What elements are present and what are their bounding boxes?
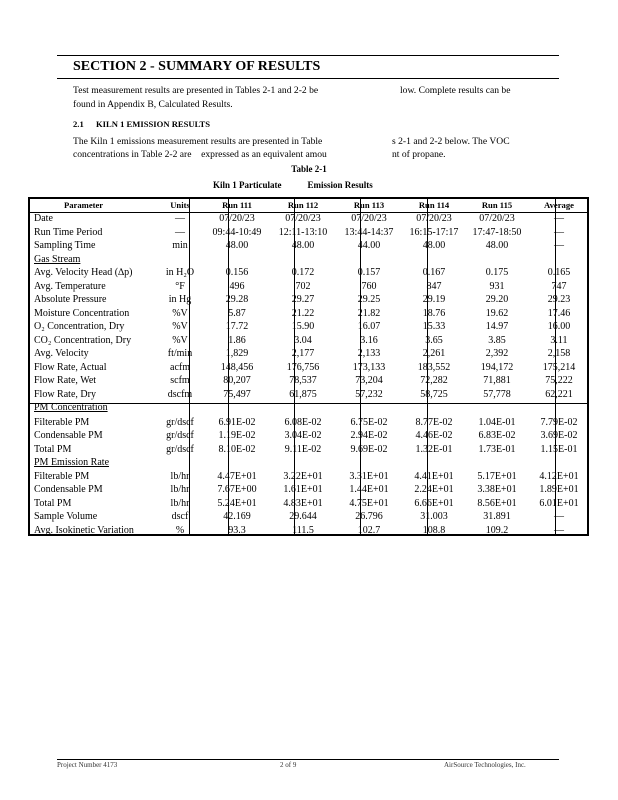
results-table [28, 197, 589, 536]
cell-parameter: Flow Rate, Wet [34, 375, 97, 386]
cell-run-114: 3.65 [425, 334, 443, 346]
footer-rule [57, 759, 559, 760]
header-parameter: Parameter [64, 200, 104, 210]
cell-run-114: 29.19 [422, 294, 446, 305]
cell-units: %V [172, 307, 188, 319]
cell-run-113: 4.75E+01 [349, 497, 389, 509]
section-title: SECTION 2 - SUMMARY OF RESULTS [73, 59, 321, 74]
cell-run-113: 73,204 [355, 375, 383, 386]
table-caption [213, 180, 373, 190]
cell-units: gr/dscf [166, 416, 194, 428]
header-average: Average [544, 200, 574, 210]
cell-units: lb/hr [170, 470, 190, 482]
table-row [30, 347, 587, 361]
cell-units: in H₂O [165, 267, 195, 278]
cell-run-111: 75,497 [223, 388, 251, 400]
table-row [30, 226, 587, 240]
table-row [30, 320, 587, 334]
cell-average: 62,221 [545, 388, 573, 400]
table-number: Table 2-1 [291, 164, 327, 174]
cell-run-114: 16:15-17:17 [409, 226, 459, 238]
cell-run-112: 78,537 [289, 375, 317, 386]
cell-parameter: Total PM [34, 497, 72, 509]
table-section-heading [30, 456, 587, 470]
cell-run-113: 1.44E+01 [349, 484, 389, 495]
cell-run-112: 702 [295, 280, 311, 292]
table-row [30, 388, 587, 402]
footer-company: AirSource Technologies, Inc. [444, 761, 526, 769]
cell-parameter: Date [34, 213, 53, 224]
cell-run-114: 48.00 [422, 240, 446, 251]
cell-run-114: 4.46E-02 [415, 430, 453, 441]
cell-run-111: 1.19E-02 [218, 430, 256, 441]
kiln-text-b: s 2-1 and 2-2 below. The VOC [392, 136, 510, 147]
cell-units: dscfm [167, 388, 193, 400]
table-row [30, 443, 587, 457]
cell-run-114: 108.8 [422, 524, 446, 536]
cell-run-115: 14.97 [485, 321, 509, 332]
cell-average: 17.46 [547, 307, 571, 319]
cell-units: gr/dscf [166, 430, 194, 441]
table-row [30, 429, 587, 443]
top-rule [57, 55, 559, 56]
cell-units: %V [172, 334, 188, 346]
cell-run-111: 1,829 [225, 348, 249, 359]
cell-parameter: Condensable PM [34, 430, 103, 441]
cell-parameter: Gas Stream [34, 253, 81, 265]
cell-run-115: 48.00 [485, 240, 509, 251]
header-units: Units [170, 200, 190, 210]
cell-run-115: 57,778 [483, 388, 511, 400]
title-rule [57, 78, 559, 79]
cell-parameter: Avg. Velocity [34, 348, 89, 359]
cell-units: acfm [170, 361, 190, 373]
table-row [30, 293, 587, 307]
cell-run-114: 4.41E+01 [414, 470, 454, 482]
cell-average: — [554, 524, 564, 536]
cell-run-111: 5.87 [228, 307, 246, 319]
cell-run-114: 07/20/23 [416, 213, 452, 224]
cell-run-115: 5.17E+01 [477, 470, 517, 482]
cell-units: scfm [170, 375, 190, 386]
kiln-text-d: nt of propane. [392, 149, 446, 160]
cell-units: lb/hr [170, 497, 190, 509]
cell-run-115: 31.891 [483, 511, 511, 522]
cell-run-111: 5.24E+01 [217, 497, 257, 509]
table-row [30, 470, 587, 484]
table-row [30, 416, 587, 430]
cell-average: 29.23 [547, 294, 571, 305]
cell-run-112: 3.04E-02 [284, 430, 322, 441]
kiln-line-2 [73, 149, 446, 160]
cell-run-111: 6.91E-02 [218, 416, 256, 428]
intro-text-b: low. Complete results can be [400, 85, 511, 96]
cell-parameter: Flow Rate, Actual [34, 361, 107, 373]
cell-average: 3.69E-02 [540, 430, 578, 441]
cell-parameter: CO₂ Concentration, Dry [34, 334, 132, 346]
cell-run-113: 9.69E-02 [350, 443, 388, 455]
table-row [30, 510, 587, 524]
cell-run-115: 3.38E+01 [477, 484, 517, 495]
cell-run-112: 176,756 [286, 361, 320, 373]
cell-run-114: 6.66E+01 [414, 497, 454, 509]
cell-parameter: Filterable PM [34, 416, 90, 428]
cell-average: — [554, 213, 564, 224]
cell-run-114: 2,261 [422, 348, 446, 359]
cell-run-112: 15.90 [291, 321, 315, 332]
cell-average: 7.79E-02 [540, 416, 578, 428]
intro-line-2: found in Appendix B, Calculated Results. [73, 99, 233, 110]
cell-run-112: 4.83E+01 [283, 497, 323, 509]
cell-parameter: O₂ Concentration, Dry [34, 321, 125, 332]
cell-parameter: Moisture Concentration [34, 307, 130, 319]
subsection-number: 2.1 [73, 119, 84, 129]
cell-run-113: 6.75E-02 [350, 416, 388, 428]
cell-run-113: 2.94E-02 [350, 430, 388, 441]
cell-run-111: 48.00 [225, 240, 249, 251]
cell-run-115: 17:47-18:50 [472, 226, 522, 238]
cell-units: gr/dscf [166, 443, 194, 455]
footer-project: Project Number 4173 [57, 761, 118, 769]
cell-run-114: 2.24E+01 [414, 484, 454, 495]
cell-run-112: 61,875 [289, 388, 317, 400]
cell-parameter: PM Concentration [34, 402, 108, 413]
table-section-heading [30, 401, 587, 415]
cell-run-114: 58,725 [420, 388, 448, 400]
header-run-114: Run 114 [418, 200, 450, 210]
cell-units: lb/hr [170, 484, 190, 495]
cell-average: — [554, 511, 564, 522]
cell-run-112: 111.5 [292, 524, 314, 536]
cell-run-113: 173,133 [352, 361, 386, 373]
cell-run-112: 9.11E-02 [284, 443, 322, 455]
cell-run-112: 6.08E-02 [284, 416, 322, 428]
header-run-111: Run 111 [222, 200, 252, 210]
cell-units: % [175, 524, 185, 536]
cell-run-113: 21.82 [357, 307, 381, 319]
cell-run-111: 148,456 [220, 361, 254, 373]
cell-run-115: 3.85 [488, 334, 506, 346]
cell-average: 0.165 [547, 267, 571, 278]
cell-average: — [554, 240, 564, 251]
cell-average: 1.15E-01 [540, 443, 578, 455]
cell-parameter: Sampling Time [34, 240, 96, 251]
cell-parameter: Flow Rate, Dry [34, 388, 96, 400]
table-row [30, 374, 587, 388]
cell-run-114: 0.167 [422, 267, 446, 278]
table-row [30, 307, 587, 321]
table-row [30, 266, 587, 280]
cell-run-112: 0.172 [291, 267, 315, 278]
kiln-line-1 [73, 136, 510, 147]
table-row [30, 239, 587, 253]
cell-run-112: 48.00 [291, 240, 315, 251]
cell-run-111: 0.156 [225, 267, 249, 278]
cell-run-111: 4.47E+01 [217, 470, 257, 482]
table-row [30, 497, 587, 511]
kiln-text-c: concentrations in Table 2-2 are expressed as an equivalent amou [73, 149, 327, 160]
table-row [30, 334, 587, 348]
cell-run-113: 26.796 [355, 511, 383, 522]
cell-average: 747 [551, 280, 567, 292]
cell-run-114: 72,282 [420, 375, 448, 386]
cell-average: 4.12E+01 [539, 470, 579, 482]
cell-run-111: 07/20/23 [219, 213, 255, 224]
cell-run-115: 931 [489, 280, 505, 292]
cell-run-114: 31.003 [420, 511, 448, 522]
cell-run-115: 29.20 [485, 294, 509, 305]
cell-average: 6.01E+01 [539, 497, 579, 509]
cell-run-112: 21.22 [291, 307, 315, 319]
cell-run-115: 1.73E-01 [478, 443, 516, 455]
cell-run-112: 2,177 [291, 348, 315, 359]
cell-parameter: Avg. Velocity Head (∆p) [34, 267, 133, 278]
cell-average: 1.89E+01 [539, 484, 579, 495]
cell-average: 2,158 [547, 348, 571, 359]
cell-parameter: Total PM [34, 443, 72, 455]
intro-line-1 [73, 85, 511, 96]
cell-units: — [175, 226, 185, 238]
cell-parameter: Filterable PM [34, 470, 90, 482]
table-caption-a: Kiln 1 Particulate [213, 180, 282, 190]
cell-run-113: 102.7 [357, 524, 381, 536]
cell-parameter: Avg. Temperature [34, 280, 106, 292]
cell-units: dscf [171, 511, 189, 522]
table-section-heading [30, 253, 587, 267]
cell-run-115: 19.62 [485, 307, 509, 319]
cell-run-111: 09:44-10:49 [212, 226, 262, 238]
cell-run-114: 847 [426, 280, 442, 292]
cell-units: ft/min [167, 348, 193, 359]
cell-average: 3.11 [550, 334, 568, 346]
cell-average: 75,222 [545, 375, 573, 386]
cell-average: — [554, 226, 564, 238]
cell-parameter: Avg. Isokinetic Variation [34, 524, 134, 536]
cell-run-113: 3.31E+01 [349, 470, 389, 482]
cell-run-115: 2,392 [485, 348, 509, 359]
cell-parameter: Sample Volume [34, 511, 98, 522]
cell-run-113: 57,232 [355, 388, 383, 400]
cell-run-111: 17.72 [225, 321, 249, 332]
cell-run-115: 8.56E+01 [477, 497, 517, 509]
cell-run-111: 80,207 [223, 375, 251, 386]
header-run-112: Run 112 [287, 200, 319, 210]
footer-page: 2 of 9 [280, 761, 297, 769]
cell-run-115: 07/20/23 [479, 213, 515, 224]
table-row [30, 280, 587, 294]
cell-run-111: 7.67E+00 [217, 484, 257, 495]
cell-run-114: 8.77E-02 [415, 416, 453, 428]
cell-run-114: 183,552 [417, 361, 451, 373]
cell-average: 175,214 [542, 361, 576, 373]
subsection-heading [73, 119, 210, 129]
cell-run-113: 3.16 [360, 334, 378, 346]
cell-run-113: 44.00 [357, 240, 381, 251]
cell-run-113: 2,133 [357, 348, 381, 359]
cell-run-113: 29.25 [357, 294, 381, 305]
cell-run-114: 1.32E-01 [415, 443, 453, 455]
cell-run-111: 42.169 [223, 511, 251, 522]
cell-run-111: 8.10E-02 [218, 443, 256, 455]
cell-run-115: 0.175 [485, 267, 509, 278]
cell-run-112: 07/20/23 [285, 213, 321, 224]
cell-average: 16.00 [547, 321, 571, 332]
kiln-text-a: The Kiln 1 emissions measurement results are presented in Table [73, 136, 323, 147]
cell-parameter: Condensable PM [34, 484, 103, 495]
header-run-113: Run 113 [353, 200, 385, 210]
cell-run-111: 29.28 [225, 294, 249, 305]
cell-run-113: 16.07 [357, 321, 381, 332]
cell-parameter: Run Time Period [34, 226, 103, 238]
cell-run-112: 3.04 [294, 334, 312, 346]
cell-run-115: 1.04E-01 [478, 416, 516, 428]
cell-units: %V [172, 321, 188, 332]
cell-run-113: 07/20/23 [351, 213, 387, 224]
cell-parameter: PM Emission Rate [34, 457, 110, 468]
table-row [30, 483, 587, 497]
cell-run-113: 0.157 [357, 267, 381, 278]
header-run-115: Run 115 [481, 200, 513, 210]
table-caption-b: Emission Results [307, 180, 373, 190]
cell-run-111: 496 [229, 280, 245, 292]
cell-run-113: 13:44-14:37 [344, 226, 394, 238]
cell-run-112: 1.61E+01 [283, 484, 323, 495]
cell-units: °F [175, 280, 185, 292]
cell-run-115: 71,881 [483, 375, 511, 386]
cell-run-112: 12:11-13:10 [278, 226, 328, 238]
cell-run-113: 760 [361, 280, 377, 292]
cell-units: in Hg [168, 294, 192, 305]
subsection-title: KILN 1 EMISSION RESULTS [96, 119, 211, 129]
cell-run-111: 93.3 [228, 524, 246, 536]
table-row [30, 361, 587, 375]
table-header-row [30, 199, 587, 213]
cell-parameter: Absolute Pressure [34, 294, 107, 305]
cell-units: — [175, 213, 185, 224]
cell-run-112: 3.22E+01 [283, 470, 323, 482]
cell-run-115: 109.2 [485, 524, 509, 536]
cell-run-115: 194,172 [480, 361, 514, 373]
cell-units: min [172, 240, 188, 251]
cell-run-111: 1.86 [228, 334, 246, 346]
cell-run-114: 15.33 [422, 321, 446, 332]
cell-run-112: 29.644 [289, 511, 317, 522]
table-row [30, 524, 587, 538]
table-row [30, 212, 587, 226]
cell-run-112: 29.27 [291, 294, 315, 305]
cell-run-114: 18.76 [422, 307, 446, 319]
cell-run-115: 6.83E-02 [478, 430, 516, 441]
intro-text-a: Test measurement results are presented in Tables 2-1 and 2-2 be [73, 85, 319, 96]
